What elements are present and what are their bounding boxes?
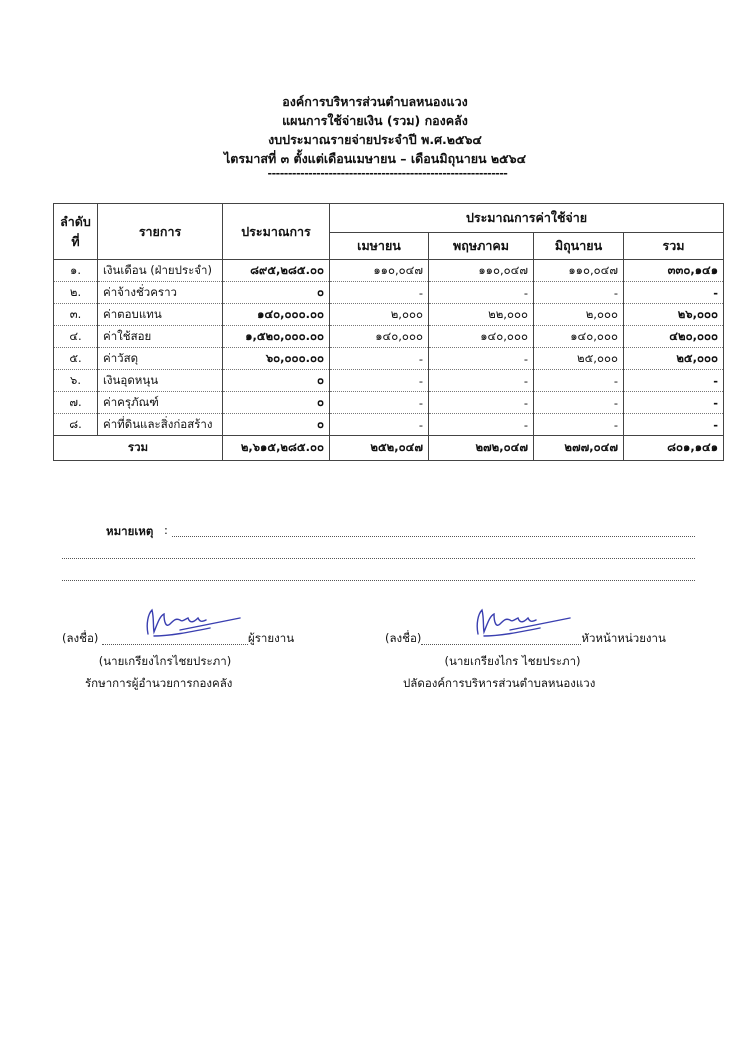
table-row: [54, 370, 724, 392]
row-item: ค่าใช้สอย: [98, 326, 223, 348]
row-april: -: [330, 392, 429, 414]
right-signature-line: [385, 630, 666, 648]
row-sum: -: [624, 414, 724, 436]
col-header-sum: รวม: [624, 233, 724, 260]
org-name: องค์การบริหารส่วนตำบลหนองแวง: [282, 94, 468, 109]
header-divider: -----------------------------------------------------------: [267, 167, 508, 180]
row-may: ๒๒,๐๐๐: [429, 304, 534, 326]
row-budget: ๖๐,๐๐๐.๐๐: [223, 348, 330, 370]
left-sign-role: ผู้รายงาน: [248, 631, 295, 645]
remarks-dotted-line: [62, 580, 695, 581]
col-header-item: รายการ: [98, 204, 223, 260]
row-budget: ๐: [223, 282, 330, 304]
right-sign-role: หัวหน้าหน่วยงาน: [581, 631, 666, 645]
row-may: -: [429, 414, 534, 436]
row-item: เงินอุดหนุน: [98, 370, 223, 392]
row-may: -: [429, 370, 534, 392]
row-no: ๖.: [54, 370, 98, 392]
row-may: ๑๔๐,๐๐๐: [429, 326, 534, 348]
row-item: ค่าตอบแทน: [98, 304, 223, 326]
row-item: ค่าจ้างชั่วคราว: [98, 282, 223, 304]
row-sum: -: [624, 392, 724, 414]
row-no: ๒.: [54, 282, 98, 304]
row-april: -: [330, 282, 429, 304]
total-budget: ๒,๖๑๕,๒๘๕.๐๐: [223, 436, 330, 461]
row-budget: ๐: [223, 370, 330, 392]
left-signer-position: รักษาการผู้อำนวยการกองคลัง: [85, 676, 233, 690]
total-june: ๒๗๗,๐๔๗: [534, 436, 624, 461]
row-june: -: [534, 392, 624, 414]
row-budget: ๘๙๕,๒๘๕.๐๐: [223, 260, 330, 282]
remarks-dotted-line: [62, 558, 695, 559]
document-header: [0, 92, 750, 180]
row-april: -: [330, 348, 429, 370]
row-sum: -: [624, 282, 724, 304]
table-row: [54, 414, 724, 436]
row-may: -: [429, 282, 534, 304]
row-budget: ๐: [223, 392, 330, 414]
row-may: -: [429, 392, 534, 414]
left-sign-dotted-line: [102, 644, 248, 645]
table-row: [54, 260, 724, 282]
table-row: [54, 392, 724, 414]
right-signer-name: (นายเกรียงไกร ไชยประภา): [444, 654, 581, 668]
total-may: ๒๗๒,๐๔๗: [429, 436, 534, 461]
row-sum: ๒๕,๐๐๐: [624, 348, 724, 370]
col-header-may: พฤษภาคม: [429, 233, 534, 260]
col-header-no-line1: ลำดับ: [60, 213, 91, 229]
row-april: -: [330, 370, 429, 392]
row-june: -: [534, 370, 624, 392]
spending-plan-table: [53, 203, 724, 461]
table-row: [54, 326, 724, 348]
row-no: ๕.: [54, 348, 98, 370]
left-sign-prefix: (ลงชื่อ): [62, 631, 99, 645]
row-june: -: [534, 414, 624, 436]
row-april: -: [330, 414, 429, 436]
row-item: ค่าวัสดุ: [98, 348, 223, 370]
table-row: [54, 348, 724, 370]
row-april: ๑๑๐,๐๔๗: [330, 260, 429, 282]
row-budget: ๑,๕๒๐,๐๐๐.๐๐: [223, 326, 330, 348]
row-no: ๔.: [54, 326, 98, 348]
row-may: ๑๑๐,๐๔๗: [429, 260, 534, 282]
row-item: ค่าครุภัณฑ์: [98, 392, 223, 414]
row-item: เงินเดือน (ฝ่ายประจำ): [98, 260, 223, 282]
col-header-april: เมษายน: [330, 233, 429, 260]
row-june: ๑๔๐,๐๐๐: [534, 326, 624, 348]
row-no: ๓.: [54, 304, 98, 326]
row-june: ๑๑๐,๐๔๗: [534, 260, 624, 282]
row-sum: ๒๖,๐๐๐: [624, 304, 724, 326]
quarter-period: ไตรมาสที่ ๓ ตั้งแต่เดือนเมษายน – เดือนมิถุนายน ๒๕๖๔: [223, 151, 527, 166]
remarks-label: หมายเหตุ: [106, 524, 154, 538]
row-april: ๑๔๐,๐๐๐: [330, 326, 429, 348]
left-signer-name: (นายเกรียงไกรไชยประภา): [98, 654, 232, 668]
right-signer-position: ปลัดองค์การบริหารส่วนตำบลหนองแวง: [403, 676, 596, 690]
total-label: รวม: [54, 436, 223, 461]
row-june: ๒,๐๐๐: [534, 304, 624, 326]
left-signature-line: [62, 630, 294, 648]
budget-year: งบประมาณรายจ่ายประจำปี พ.ศ.๒๕๖๔: [268, 132, 482, 147]
row-may: -: [429, 348, 534, 370]
col-header-no-line2: ที่: [71, 233, 80, 249]
row-no: ๑.: [54, 260, 98, 282]
remarks-line-2: [62, 543, 695, 565]
row-sum: -: [624, 370, 724, 392]
table-row: [54, 304, 724, 326]
row-budget: ๐: [223, 414, 330, 436]
row-june: ๒๕,๐๐๐: [534, 348, 624, 370]
row-sum: ๓๓๐,๑๔๑: [624, 260, 724, 282]
row-no: ๗.: [54, 392, 98, 414]
row-budget: ๑๔๐,๐๐๐.๐๐: [223, 304, 330, 326]
row-no: ๘.: [54, 414, 98, 436]
row-june: -: [534, 282, 624, 304]
col-header-spend-group: ประมาณการค่าใช้จ่าย: [330, 204, 724, 233]
table-total-row: [54, 436, 724, 461]
remarks-line-1: [62, 521, 695, 543]
plan-title: แผนการใช้จ่ายเงิน (รวม) กองคลัง: [282, 113, 468, 128]
row-sum: ๔๒๐,๐๐๐: [624, 326, 724, 348]
table-row: [54, 282, 724, 304]
right-sign-dotted-line: [421, 644, 581, 645]
col-header-june: มิถุนายน: [534, 233, 624, 260]
row-april: ๒,๐๐๐: [330, 304, 429, 326]
remarks-section: [62, 521, 695, 587]
remarks-line-3: [62, 565, 695, 587]
col-header-no: [54, 204, 98, 260]
row-item: ค่าที่ดินและสิ่งก่อสร้าง: [98, 414, 223, 436]
col-header-budget: ประมาณการ: [223, 204, 330, 260]
right-sign-prefix: (ลงชื่อ): [385, 631, 422, 645]
remarks-dotted-line: [172, 536, 695, 537]
remarks-colon: :: [164, 523, 168, 537]
total-april: ๒๕๒,๐๔๗: [330, 436, 429, 461]
total-sum: ๘๐๑,๑๔๑: [624, 436, 724, 461]
